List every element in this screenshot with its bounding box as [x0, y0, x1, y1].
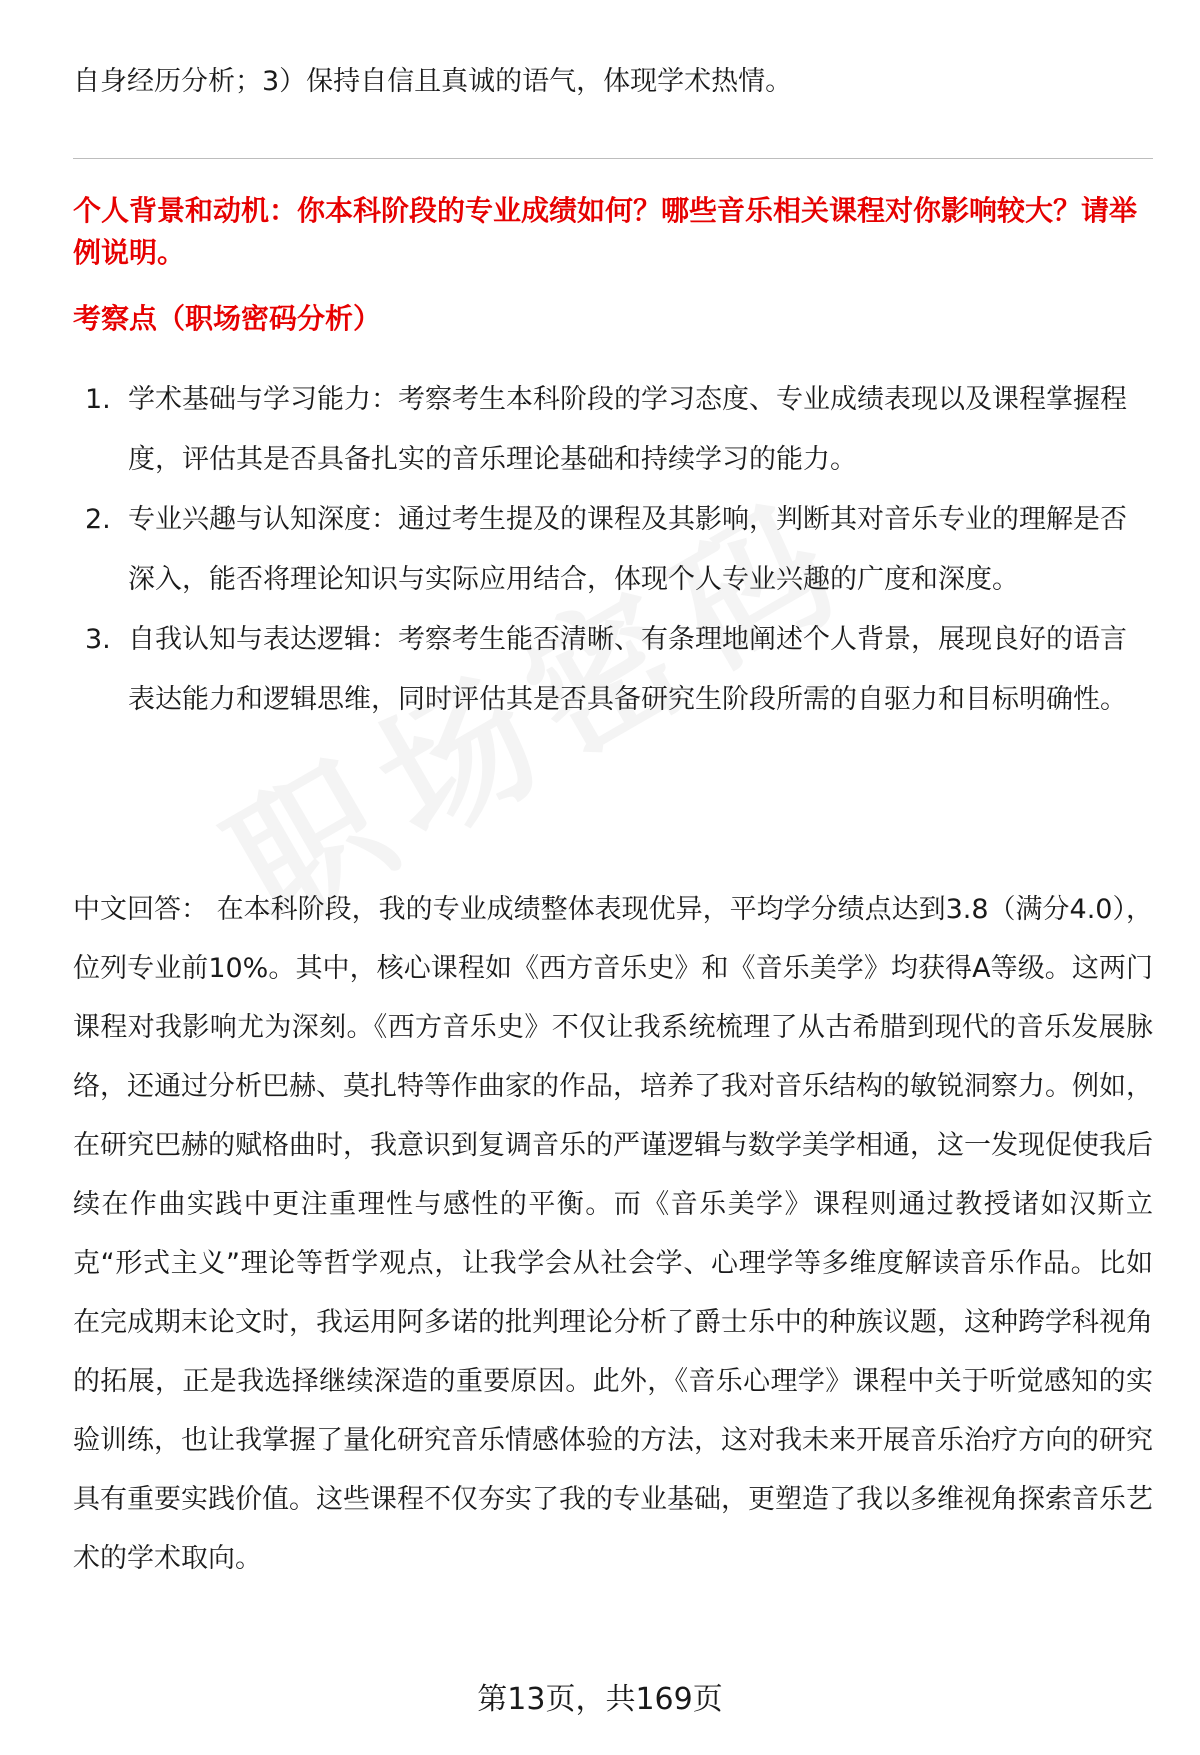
list-item	[73, 370, 1153, 490]
section-heading: 考察点（职场密码分析）	[73, 302, 382, 335]
list-item	[73, 490, 1153, 610]
list-item-number: 2.	[85, 504, 111, 535]
answer-paragraph: 中文回答： 在本科阶段，我的专业成绩整体表现优异，平均学分绩点达到3.8（满分4.0），位列专业前10%。其中，核心课程如《西方音乐史》和《音乐美学》均获得A等级。这两门课程对我影响尤为深刻。《西方音乐史》不仅让我系统梳理了从古希腊到现代的音乐发展脉络，还通过分析巴赫、莫扎特等作曲家的作品，培养了我对音乐结构的敏锐洞察力。例如，在研究巴赫的赋格曲时，我意识到复调音乐的严谨逻辑与数学美学相通，这一发现促使我后续在作曲实践中更注重理性与感性的平衡。而《音乐美学》课程则通过教授诸如汉斯立克“形式主义”理论等哲学观点，让我学会从社会学、心理学等多维度解读音乐作品。比如在完成期末论文时，我运用阿多诺的批判理论分析了爵士乐中的种族议题，这种跨学科视角的拓展，正是我选择继续深造的重要原因。此外，《音乐心理学》课程中关于听觉感知的实验训练，也让我掌握了量化研究音乐情感体验的方法，这对我未来开展音乐治疗方向的研究具有重要实践价值。这些课程不仅夯实了我的专业基础，更塑造了我以多维视角探索音乐艺术的学术取向。	[73, 894, 1153, 1574]
list-item-text: 学术基础与学习能力：考察考生本科阶段的学习态度、专业成绩表现以及课程掌握程度，评估其是否具备扎实的音乐理论基础和持续学习的能力。	[128, 384, 1127, 475]
page-number: 第13页，共169页	[477, 1682, 723, 1717]
list-item-text: 自我认知与表达逻辑：考察考生能否清晰、有条理地阐述个人背景，展现良好的语言表达能力和逻辑思维，同时评估其是否具备研究生阶段所需的自驱力和目标明确性。	[128, 624, 1127, 715]
divider	[73, 158, 1153, 159]
assessment-points-list	[73, 370, 1153, 730]
list-item-number: 3.	[85, 624, 111, 655]
continuation-line: 自身经历分析；3）保持自信且真诚的语气，体现学术热情。	[73, 66, 793, 97]
list-item-number: 1.	[85, 384, 111, 415]
list-item	[73, 610, 1153, 730]
question-heading: 个人背景和动机：你本科阶段的专业成绩如何？哪些音乐相关课程对你影响较大？请举例说明。	[73, 194, 1138, 269]
list-item-text: 专业兴趣与认知深度：通过考生提及的课程及其影响，判断其对音乐专业的理解是否深入，能否将理论知识与实际应用结合，体现个人专业兴趣的广度和深度。	[128, 504, 1127, 595]
